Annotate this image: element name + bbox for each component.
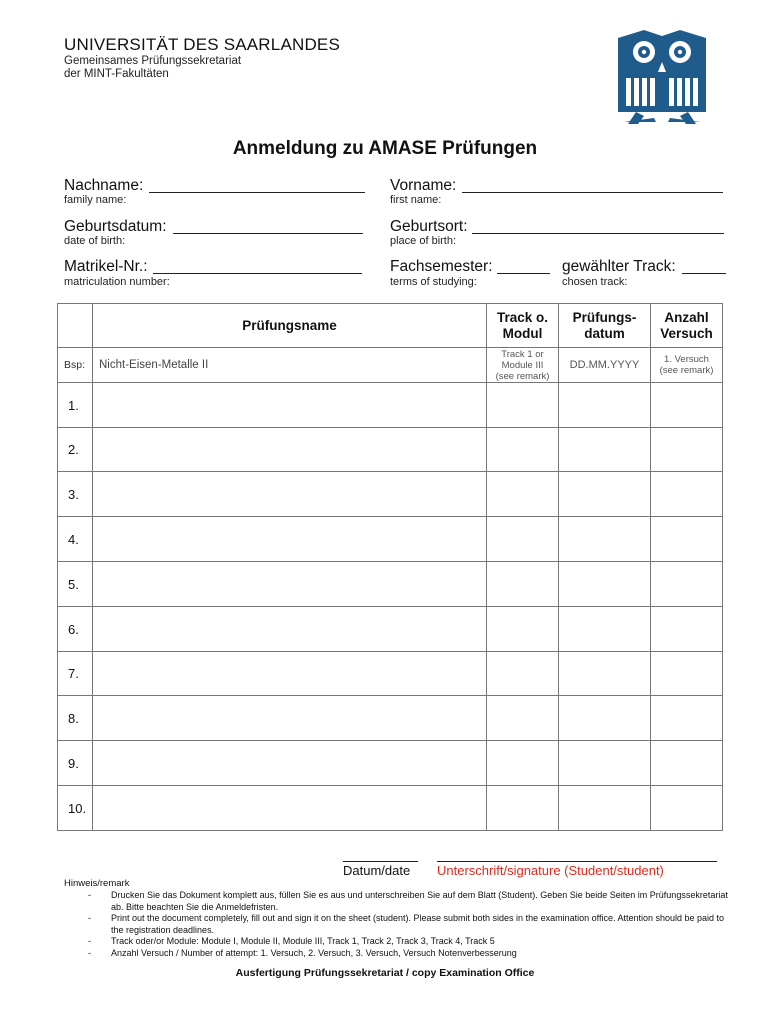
date-cell[interactable] [559,652,651,696]
attempt-cell[interactable] [651,786,723,831]
header-attempt [651,304,723,348]
example-exam-name: Nicht-Eisen-Metalle II [93,348,487,383]
example-label: Bsp: [58,348,93,383]
exam-name-cell[interactable] [93,428,487,472]
remarks-title: Hinweis/remark [64,878,130,889]
header-track-line1: Track o. [496,309,549,325]
track-cell[interactable] [487,741,559,786]
student-signature-line[interactable] [437,861,717,862]
geburtsort-label: Geburtsort: [390,218,468,235]
university-name: UNIVERSITÄT DES SAARLANDES [64,35,341,54]
exam-name-cell[interactable] [93,607,487,652]
remarks-list [84,890,734,959]
bullet-dash: - [88,947,91,958]
header-track-line2: Modul [502,325,543,341]
track-label: gewählter Track: [562,258,676,275]
row-number: 1. [58,383,93,428]
table-row [58,562,723,607]
date-cell[interactable] [559,607,651,652]
header-exam-name-label: Prüfungsname [242,317,337,333]
date-cell[interactable] [559,383,651,428]
row-number: 3. [58,472,93,517]
row-number: 8. [58,696,93,741]
date-cell[interactable] [559,786,651,831]
list-item [84,936,734,948]
exam-name-cell[interactable] [93,696,487,741]
header-date-line1: Prüfungs- [572,309,637,325]
table-row [58,472,723,517]
vorname-sublabel: first name: [390,194,442,206]
date-cell[interactable] [559,428,651,472]
exam-table [57,303,723,831]
bullet-dash: - [88,936,91,946]
vorname-field[interactable] [462,192,723,193]
remark-text: Drucken Sie das Dokument komplett aus, füllen Sie es aus und unterschreiben Sie auf dem Blatt (Student). Geben Sie beide Seiten im Prüfungssekretariat ab. Bitte beachten Sie die Anmeldefristen. [111,890,728,912]
example-track-line2: Module III [501,359,544,371]
signature-label: Unterschrift/signature (Student/student) [437,863,664,878]
nachname-field[interactable] [149,192,365,193]
row-number: 2. [58,428,93,472]
vorname-label: Vorname: [390,177,457,194]
office-line-2: der MINT-Fakultäten [64,68,169,80]
attempt-cell[interactable] [651,741,723,786]
track-cell[interactable] [487,517,559,562]
table-header-row [58,304,723,348]
example-row [58,348,723,383]
table-row [58,652,723,696]
example-attempt-line2: (see remark) [659,365,714,376]
track-sublabel: chosen track: [562,276,628,288]
geburtsdatum-field[interactable] [173,233,363,234]
example-track-line1: Track 1 or [501,348,544,360]
row-number: 6. [58,607,93,652]
exam-name-cell[interactable] [93,786,487,831]
table-row [58,741,723,786]
row-number: 4. [58,517,93,562]
matrikel-label: Matrikel-Nr.: [64,258,148,275]
header-exam-date [559,304,651,348]
header-attempt-line1: Anzahl [664,309,709,325]
geburtsort-sublabel: place of birth: [390,235,457,247]
list-item [84,913,734,936]
geburtsdatum-sublabel: date of birth: [64,235,126,247]
list-item [84,948,734,960]
track-cell[interactable] [487,786,559,831]
date-cell[interactable] [559,696,651,741]
table-row [58,607,723,652]
exam-name-cell[interactable] [93,652,487,696]
header-track [487,304,559,348]
exam-name-cell[interactable] [93,741,487,786]
fachsemester-sublabel: terms of studying: [390,276,477,288]
track-field[interactable] [682,273,726,274]
geburtsort-field[interactable] [472,233,724,234]
table-row [58,428,723,472]
header-index-cell [58,304,93,348]
matrikel-sublabel: matriculation number: [64,276,170,288]
header-attempt-line2: Versuch [660,325,713,341]
exam-name-cell[interactable] [93,517,487,562]
attempt-cell[interactable] [651,472,723,517]
example-track [487,348,559,383]
example-attempt [651,348,723,383]
header-exam-name [93,304,487,348]
remark-text: Anzahl Versuch / Number of attempt: 1. Versuch, 2. Versuch, 3. Versuch, Versuch Notenverbesserung [111,947,517,958]
form-title: Anmeldung zu AMASE Prüfungen [232,138,538,159]
exam-name-cell[interactable] [93,562,487,607]
attempt-cell[interactable] [651,652,723,696]
remark-text: Track oder/or Module: Module I, Module II, Module III, Track 1, Track 2, Track 3, Track 4, Track 5 [111,936,495,946]
exam-name-cell[interactable] [93,472,487,517]
example-track-line3: (see remark) [495,370,550,382]
track-cell[interactable] [487,607,559,652]
attempt-cell[interactable] [651,383,723,428]
track-cell[interactable] [487,562,559,607]
fachsemester-field[interactable] [497,273,550,274]
date-label: Datum/date [343,863,411,878]
row-number: 5. [58,562,93,607]
attempt-cell[interactable] [651,696,723,741]
bullet-dash: - [88,890,91,900]
date-cell[interactable] [559,562,651,607]
table-row [58,383,723,428]
attempt-cell[interactable] [651,562,723,607]
remark-text: Print out the document completely, fill out and sign it on the sheet (student). Please submit both sides in the examination office. Attention should be paid to the registration deadlines. [111,913,725,935]
track-cell[interactable] [487,696,559,741]
copy-footer: Ausfertigung Prüfungssekretariat / copy Examination Office [235,967,535,979]
row-number: 7. [58,652,93,696]
date-cell[interactable] [559,517,651,562]
header-date-line2: datum [584,325,625,341]
table-row [58,517,723,562]
attempt-cell[interactable] [651,517,723,562]
matrikel-field[interactable] [153,273,362,274]
example-date: DD.MM.YYYY [559,348,651,383]
geburtsdatum-label: Geburtsdatum: [64,218,167,235]
nachname-label: Nachname: [64,177,144,194]
office-line-1: Gemeinsames Prüfungssekretariat [64,55,242,67]
fachsemester-label: Fachsemester: [390,258,493,275]
track-cell[interactable] [487,472,559,517]
example-attempt-line1: 1. Versuch [664,354,709,365]
exam-name-cell[interactable] [93,383,487,428]
track-cell[interactable] [487,383,559,428]
university-owl-logo [614,26,710,128]
nachname-sublabel: family name: [64,194,127,206]
table-row [58,696,723,741]
row-number: 9. [58,741,93,786]
date-signature-line[interactable] [343,861,418,862]
attempt-cell[interactable] [651,607,723,652]
table-row [58,786,723,831]
track-cell[interactable] [487,428,559,472]
date-cell[interactable] [559,472,651,517]
bullet-dash: - [88,913,91,923]
date-cell[interactable] [559,741,651,786]
row-number: 10. [58,786,93,831]
attempt-cell[interactable] [651,428,723,472]
list-item [84,890,734,913]
track-cell[interactable] [487,652,559,696]
